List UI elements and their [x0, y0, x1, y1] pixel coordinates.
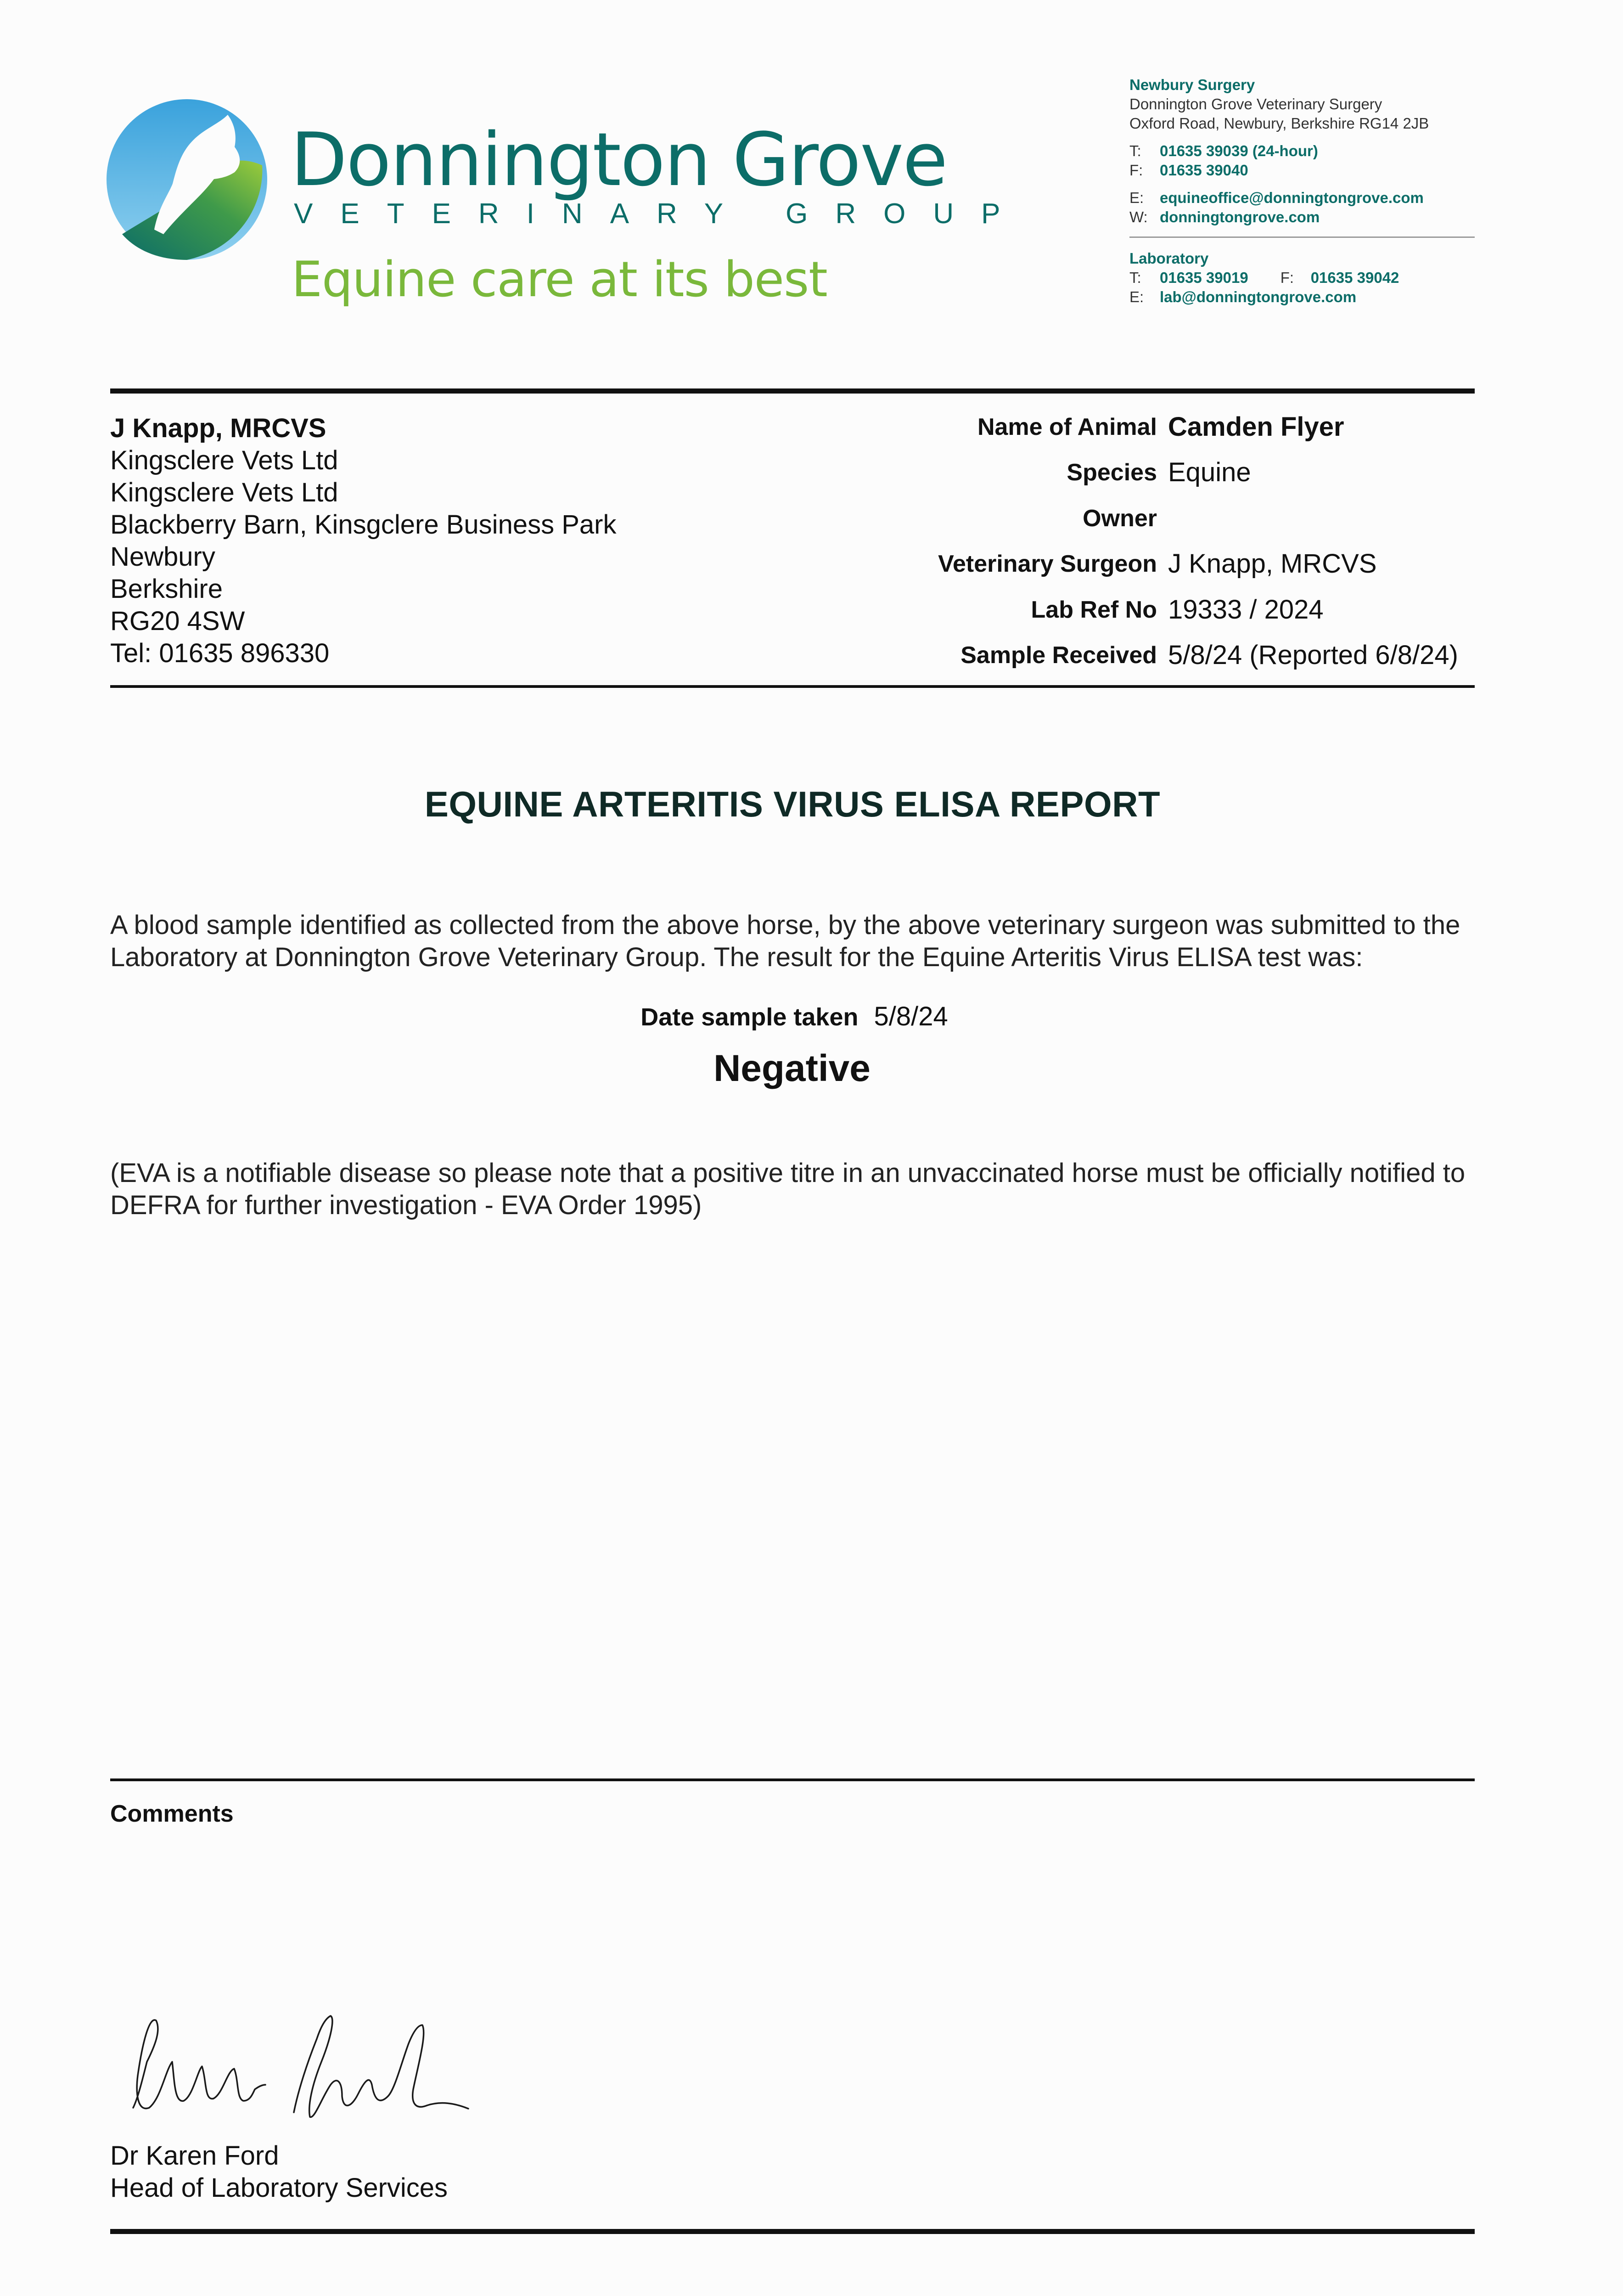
detail-row-owner: [872, 505, 1458, 550]
signature-image: [129, 2007, 477, 2122]
fax-value: 01635 39042: [1310, 269, 1399, 286]
email-value: lab@donningtongrove.com: [1160, 288, 1357, 305]
date-sample-label: Date sample taken: [640, 1003, 859, 1031]
address-line: RG20 4SW: [110, 606, 245, 636]
detail-label: Name of Animal: [977, 414, 1157, 440]
address-line: Blackberry Barn, Kinsgclere Business Park: [110, 510, 617, 540]
detail-value: J Knapp, MRCVS: [1168, 549, 1377, 579]
contact-divider: [1129, 236, 1475, 238]
detail-label: Lab Ref No: [1031, 596, 1157, 623]
address-line: Kingsclere Vets Ltd: [110, 478, 338, 507]
header-top-rule: [110, 388, 1475, 394]
surgery-phone: [1129, 141, 1429, 161]
surgery-email: [1129, 188, 1429, 208]
laboratory-phone-fax: [1129, 268, 1399, 287]
surgery-address-line: Oxford Road, Newbury, Berkshire RG14 2JB: [1129, 115, 1429, 132]
detail-label: Veterinary Surgeon: [938, 551, 1157, 578]
comments-rule: [110, 1778, 1475, 1781]
brand-tagline: Equine care at its best: [292, 251, 827, 308]
web-value: donningtongrove.com: [1160, 208, 1320, 225]
header-bottom-rule: [110, 685, 1475, 688]
surgery-heading: Newbury Surgery: [1129, 76, 1255, 93]
report-intro: A blood sample identified as collected from the above horse, by the above veterinary surgeon was submitted to the Laboratory at Donnington Grove Veterinary Group. The result for the Equine Arteritis Virus ELISA test was:: [110, 910, 1460, 972]
detail-row-animal-name: [872, 413, 1458, 459]
detail-value: 19333 / 2024: [1168, 594, 1324, 625]
detail-row-species: [872, 459, 1458, 504]
address-line: Berkshire: [110, 574, 223, 604]
detail-value: Camden Flyer: [1168, 412, 1344, 442]
brand-subtitle: VETERINARY GROUP: [294, 198, 1028, 230]
laboratory-heading: Laboratory: [1129, 250, 1209, 267]
laboratory-email: [1129, 287, 1399, 307]
laboratory-contact-block: [1129, 249, 1399, 307]
detail-row-sample-received: [872, 642, 1458, 687]
report-title: EQUINE ARTERITIS VIRUS ELISA REPORT: [424, 784, 1161, 824]
detail-label: Species: [1067, 459, 1157, 486]
phone-label: T:: [1129, 269, 1141, 286]
email-label: E:: [1129, 189, 1144, 206]
detail-row-lab-ref: [872, 596, 1458, 642]
horse-head-logo-icon: [104, 96, 270, 263]
phone-value: 01635 39019: [1160, 269, 1248, 286]
detail-value: Equine: [1168, 457, 1251, 488]
comments-label: Comments: [110, 1801, 234, 1827]
fax-label: F:: [1129, 162, 1143, 179]
fax-label: F:: [1280, 269, 1294, 286]
recipient-address: [110, 412, 616, 670]
detail-label: Sample Received: [960, 642, 1157, 669]
address-line: Tel: 01635 896330: [110, 638, 330, 668]
date-sample-value: 5/8/24: [874, 1002, 948, 1031]
fax-value: 01635 39040: [1160, 162, 1248, 179]
detail-label: Owner: [1083, 505, 1157, 532]
email-value: equineoffice@donningtongrove.com: [1160, 189, 1424, 206]
surgery-contact-block: [1129, 75, 1429, 227]
phone-label: T:: [1129, 142, 1141, 159]
signatory-block: [110, 2140, 448, 2204]
date-sample-taken: [0, 1001, 1589, 1032]
phone-value: 01635 39039 (24-hour): [1160, 142, 1318, 159]
footer-bottom-rule: [110, 2229, 1475, 2234]
address-line: Kingsclere Vets Ltd: [110, 445, 338, 475]
detail-value: 5/8/24 (Reported 6/8/24): [1168, 640, 1458, 670]
address-line: Newbury: [110, 542, 215, 572]
test-result: Negative: [713, 1047, 870, 1089]
signatory-name: Dr Karen Ford: [110, 2141, 279, 2171]
signatory-title: Head of Laboratory Services: [110, 2173, 448, 2203]
surgery-address-line: Donnington Grove Veterinary Surgery: [1129, 96, 1382, 113]
surgery-fax: [1129, 161, 1429, 180]
brand-name: Donnington Grove: [291, 117, 947, 203]
web-label: W:: [1129, 208, 1148, 225]
detail-row-vet-surgeon: [872, 550, 1458, 596]
animal-details: [872, 413, 1458, 687]
surgery-website: [1129, 208, 1429, 227]
notifiable-note: (EVA is a notifiable disease so please note that a positive titre in an unvaccinated horse must be officially notified to DEFRA for further investigation - EVA Order 1995): [110, 1158, 1466, 1220]
recipient-name: J Knapp, MRCVS: [110, 413, 326, 443]
email-label: E:: [1129, 288, 1144, 305]
